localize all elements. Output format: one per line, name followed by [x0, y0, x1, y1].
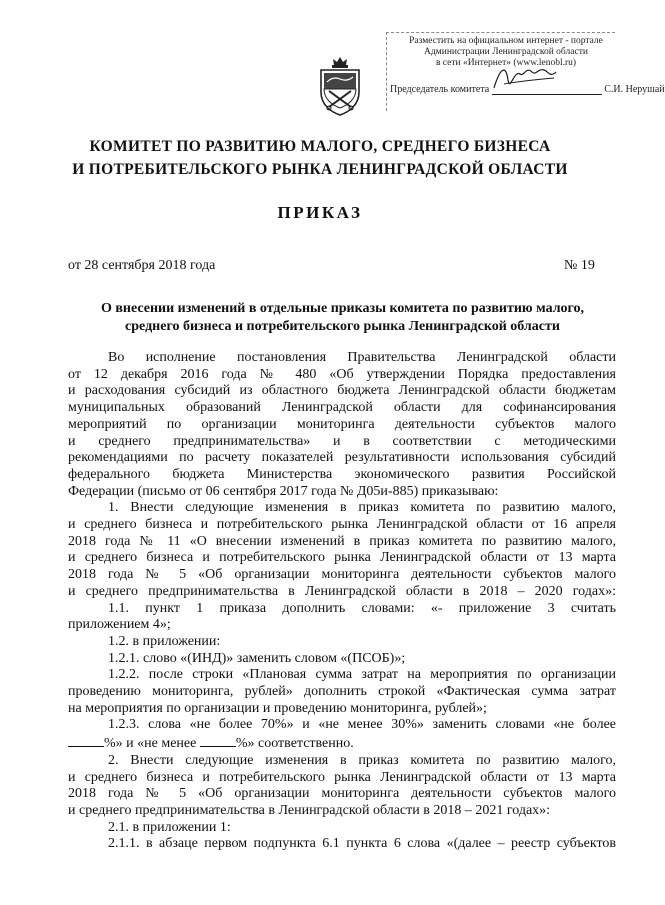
- body-line: 2018 года № 5 «Об организации мониторинга деятельности субъектов малого: [68, 786, 616, 802]
- body-line: 1.2.3. слова «не более 70%» и «не менее 30%» заменить словами «не более: [108, 717, 616, 733]
- body-line: и среднего предпринимательства в Ленинградской области в 2018 – 2021 годах»:: [68, 802, 551, 818]
- body-line-blanks: [68, 734, 616, 753]
- blank-field: [68, 734, 104, 747]
- body-line: 1. Внести следующие изменения в приказ комитета по развитию малого,: [108, 500, 616, 516]
- body-line: 1.1. пункт 1 приказа дополнить словами: «- приложение 3 считать: [108, 600, 616, 616]
- body-line: федерального бюджета Министерства экономического развития Российской: [68, 466, 616, 482]
- org-name-line-2: И ПОТРЕБИТЕЛЬСКОГО РЫНКА ЛЕНИНГРАДСКОЙ ОБЛАСТИ: [72, 161, 568, 178]
- stamp-line-1: Разместить на официальном интернет - портале: [409, 36, 603, 46]
- body-line: и среднего предпринимательства в Ленинградской области в 2018 – 2020 годах»:: [68, 583, 616, 599]
- body-line: Федерации (письмо от 06 сентября 2017 года № Д05и-885) приказываю:: [68, 483, 499, 499]
- body-line: 2018 года № 11 «О внесении изменений в приказ комитета по развитию малого,: [68, 533, 616, 549]
- body-line: от 12 декабря 2016 года № 480 «Об утверждении Порядка предоставления: [68, 366, 616, 382]
- body-line: рекомендациями по расчету показателей результативности использования субсидий: [68, 450, 616, 466]
- stamp-line-2: Администрации Ленинградской области: [424, 47, 588, 57]
- blank-field: [200, 734, 236, 747]
- body-line: 2. Внести следующие изменения в приказ комитета по развитию малого,: [108, 752, 616, 768]
- signer-title: Председатель комитета: [390, 84, 490, 95]
- body-line: проведению мониторинга, рублей» дополнить строкой «Фактическая сумма затрат: [68, 684, 616, 700]
- coat-of-arms-icon: [315, 55, 365, 117]
- body-line: и среднего предпринимательства» и в соответствии с методическими: [68, 433, 616, 449]
- order-date: от 28 сентября 2018 года: [68, 258, 216, 273]
- body-line: приложением 4»;: [68, 617, 171, 633]
- subject-line-2: среднего бизнеса и потребительского рынка Ленинградской области: [125, 319, 560, 334]
- body-line: и среднего бизнеса и потребительского рынка Ленинградской области от 13 марта: [68, 769, 616, 785]
- body-line: 1.2.2. после строки «Плановая сумма затрат на мероприятия по организации: [108, 667, 616, 683]
- order-number: № 19: [564, 258, 595, 273]
- stamp-line-3: в сети «Интернет» (www.lenobl.ru): [435, 58, 577, 68]
- body-line: 1.2.1. слово «(ИНД)» заменить словом «(ПСОБ)»;: [108, 650, 406, 666]
- document-body: [68, 350, 616, 853]
- body-line: 2.1.1. в абзаце первом подпункта 6.1 пункта 6 слова «(далее – реестр субъектов: [108, 836, 616, 852]
- document-type: ПРИКАЗ: [277, 203, 363, 222]
- signer-name: С.И. Нерушай: [604, 84, 665, 95]
- body-line: и расходования субсидий из областного бюджета Ленинградской области бюджетам: [68, 383, 616, 399]
- body-line: 2.1. в приложении 1:: [108, 819, 231, 835]
- body-line: 1.2. в приложении:: [108, 633, 221, 649]
- org-name-line-1: КОМИТЕТ ПО РАЗВИТИЮ МАЛОГО, СРЕДНЕГО БИЗНЕСА: [89, 138, 551, 155]
- body-line: на мероприятия по организации и проведению мониторинга, рублей»;: [68, 700, 487, 716]
- body-line: Во исполнение постановления Правительства Ленинградской области: [108, 350, 616, 365]
- body-line: мероприятий по организации мониторинга деятельности субъектов малого: [68, 416, 616, 432]
- subject-line-1: О внесении изменений в отдельные приказы комитета по развитию малого,: [100, 301, 585, 316]
- body-line: 2018 года № 5 «Об организации мониторинга деятельности субъектов малого: [68, 567, 616, 583]
- body-fragment: %» соответственно.: [235, 736, 354, 752]
- body-line: муниципальных образований Ленинградской области для софинансирования: [68, 400, 616, 416]
- body-fragment: %» и «не менее: [104, 736, 197, 752]
- body-line: и среднего бизнеса и потребительского рынка Ленинградской области от 16 апреля: [68, 517, 616, 533]
- body-line: и среднего бизнеса и потребительского рынка Ленинградской области от 13 марта: [68, 550, 616, 566]
- handwritten-signature: [490, 58, 560, 98]
